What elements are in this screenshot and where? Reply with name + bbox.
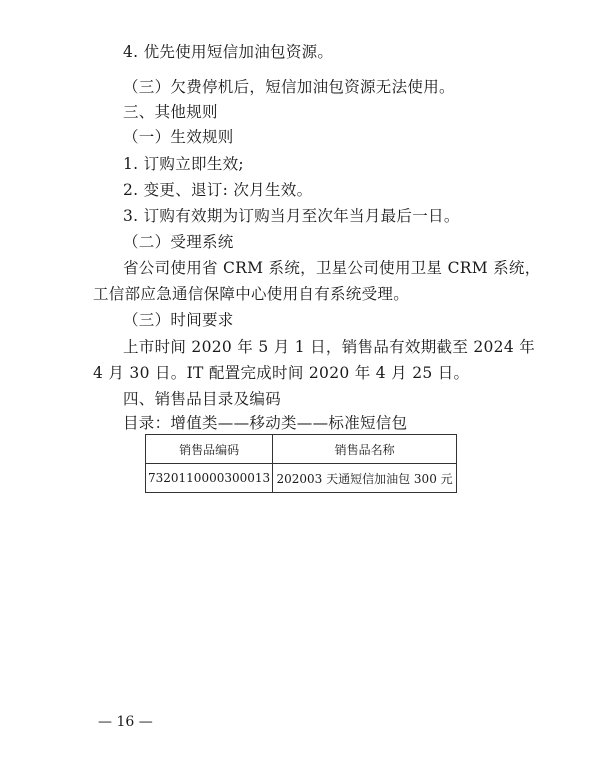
subsection-heading-effective-rules: （一）生效规则 <box>123 128 234 146</box>
rule-item-2: 2. 变更、退订: 次月生效。 <box>123 181 313 199</box>
subsection-heading-time-requirements: （三）时间要求 <box>123 311 234 329</box>
column-header-name: 销售品名称 <box>273 435 457 464</box>
catalog-path: 目录：增值类——移动类——标准短信包 <box>123 414 408 432</box>
table-header-row <box>146 435 457 464</box>
cell-product-name: 202003 天通短信加油包 300 元 <box>273 464 457 493</box>
paragraph-time-line-1: 上市时间 2020 年 5 月 1 日，销售品有效期截至 2024 年 <box>123 338 536 356</box>
subsection-3-arrears: （三）欠费停机后，短信加油包资源无法使用。 <box>123 78 455 96</box>
list-item-4: 4. 优先使用短信加油包资源。 <box>123 43 334 61</box>
paragraph-acceptance-line-2: 工信部应急通信保障中心使用自有系统受理。 <box>93 285 410 303</box>
page-number: — 16 — <box>98 714 153 730</box>
section-heading-catalog: 四、销售品目录及编码 <box>123 390 282 408</box>
column-header-code: 销售品编码 <box>146 435 273 464</box>
cell-product-code: 7320110000300013 <box>146 464 273 493</box>
product-catalog-table <box>145 434 457 493</box>
section-heading-other-rules: 三、其他规则 <box>123 103 218 121</box>
paragraph-acceptance-line-1: 省公司使用省 CRM 系统，卫星公司使用卫星 CRM 系统， <box>123 259 541 277</box>
rule-item-1: 1. 订购立即生效; <box>123 155 244 173</box>
paragraph-time-line-2: 4 月 30 日。IT 配置完成时间 2020 年 4 月 25 日。 <box>93 364 470 382</box>
table-row <box>146 464 457 493</box>
subsection-heading-acceptance-system: （二）受理系统 <box>123 233 234 251</box>
rule-item-3: 3. 订购有效期为订购当月至次年当月最后一日。 <box>123 207 460 225</box>
